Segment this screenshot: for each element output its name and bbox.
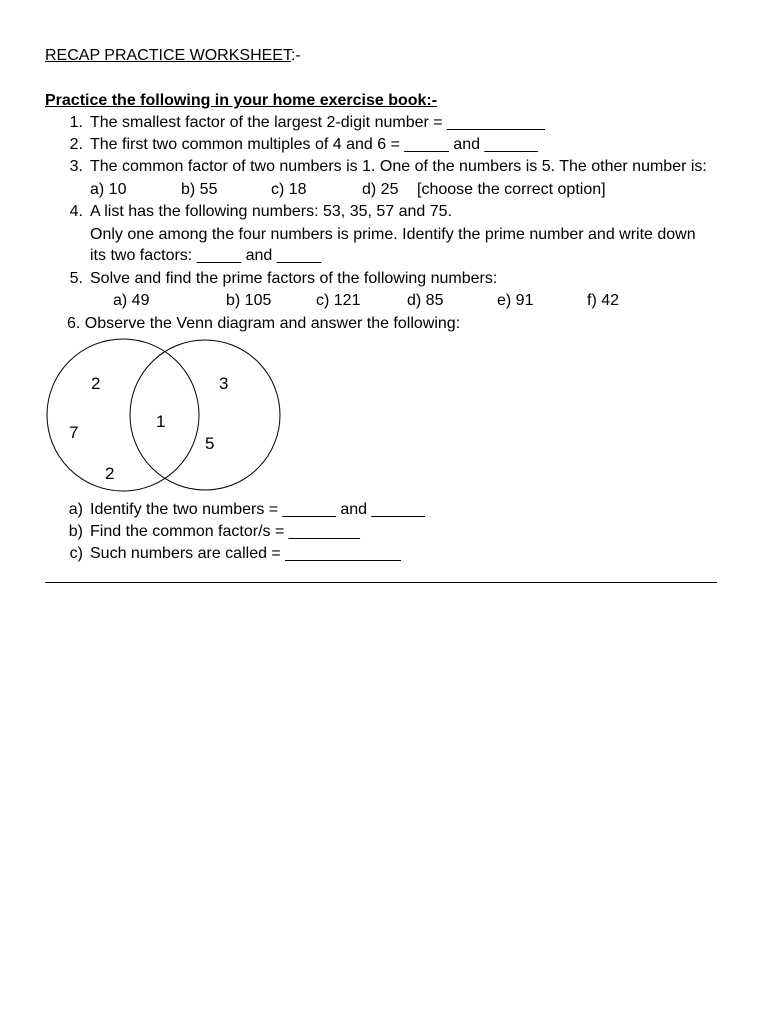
question-4-line-2: Only one among the four numbers is prime. Identify the prime number and write down [90,226,696,243]
option-a: a) 10 [90,181,127,198]
question-number: 1. [69,114,83,131]
venn-left-number: 2 [91,374,101,393]
question-text: Solve and find the prime factors of the following numbers: [90,270,498,287]
question-number: 6. [67,315,81,332]
question-text: The first two common multiples of 4 and 6 = _____ and ______ [90,136,538,153]
sub-question-text: Such numbers are called = _____________ [90,545,401,562]
option-c: c) 18 [271,181,307,198]
sub-question-text: Find the common factor/s = ________ [90,523,360,540]
option-hint: [choose the correct option] [417,181,606,198]
venn-common-number: 1 [156,412,166,431]
question-6 [67,314,460,334]
option-e: e) 91 [497,292,534,309]
question-text: A list has the following numbers: 53, 35, 57 and 75. [90,203,453,220]
worksheet-title-suffix: :- [290,47,301,64]
section-divider [45,582,717,583]
sub-question-label: c) [69,545,83,562]
option-d: d) 85 [407,292,444,309]
venn-right-number: 3 [219,374,229,393]
venn-left-number: 2 [105,464,115,483]
worksheet-title-text: RECAP PRACTICE WORKSHEET [45,47,291,64]
question-4-line-3: its two factors: _____ and _____ [90,247,322,264]
question-number: 3. [69,158,83,175]
question-number: 4. [69,203,83,220]
option-c: c) 121 [316,292,361,309]
venn-left-circle [47,339,199,491]
option-d: d) 25 [362,181,399,198]
sub-question-label: a) [68,501,83,518]
worksheet-title [45,46,301,66]
option-b: b) 105 [226,292,272,309]
question-number: 5. [69,270,83,287]
question-text: The common factor of two numbers is 1. One of the numbers is 5. The other number is: [90,158,707,175]
question-text: The smallest factor of the largest 2-digit number = ___________ [90,114,545,131]
option-b: b) 55 [181,181,218,198]
question-text: Observe the Venn diagram and answer the following: [84,315,461,332]
sub-question-label: b) [68,523,83,540]
venn-right-circle [130,340,280,490]
sub-question-text: Identify the two numbers = ______ and ______ [90,501,425,518]
venn-left-number: 7 [69,423,79,442]
venn-right-number: 5 [205,434,215,453]
option-f: f) 42 [587,292,620,309]
venn-diagram [40,332,290,502]
question-number: 2. [69,136,83,153]
instruction-heading: Practice the following in your home exercise book:- [45,92,438,109]
option-a: a) 49 [113,292,150,309]
